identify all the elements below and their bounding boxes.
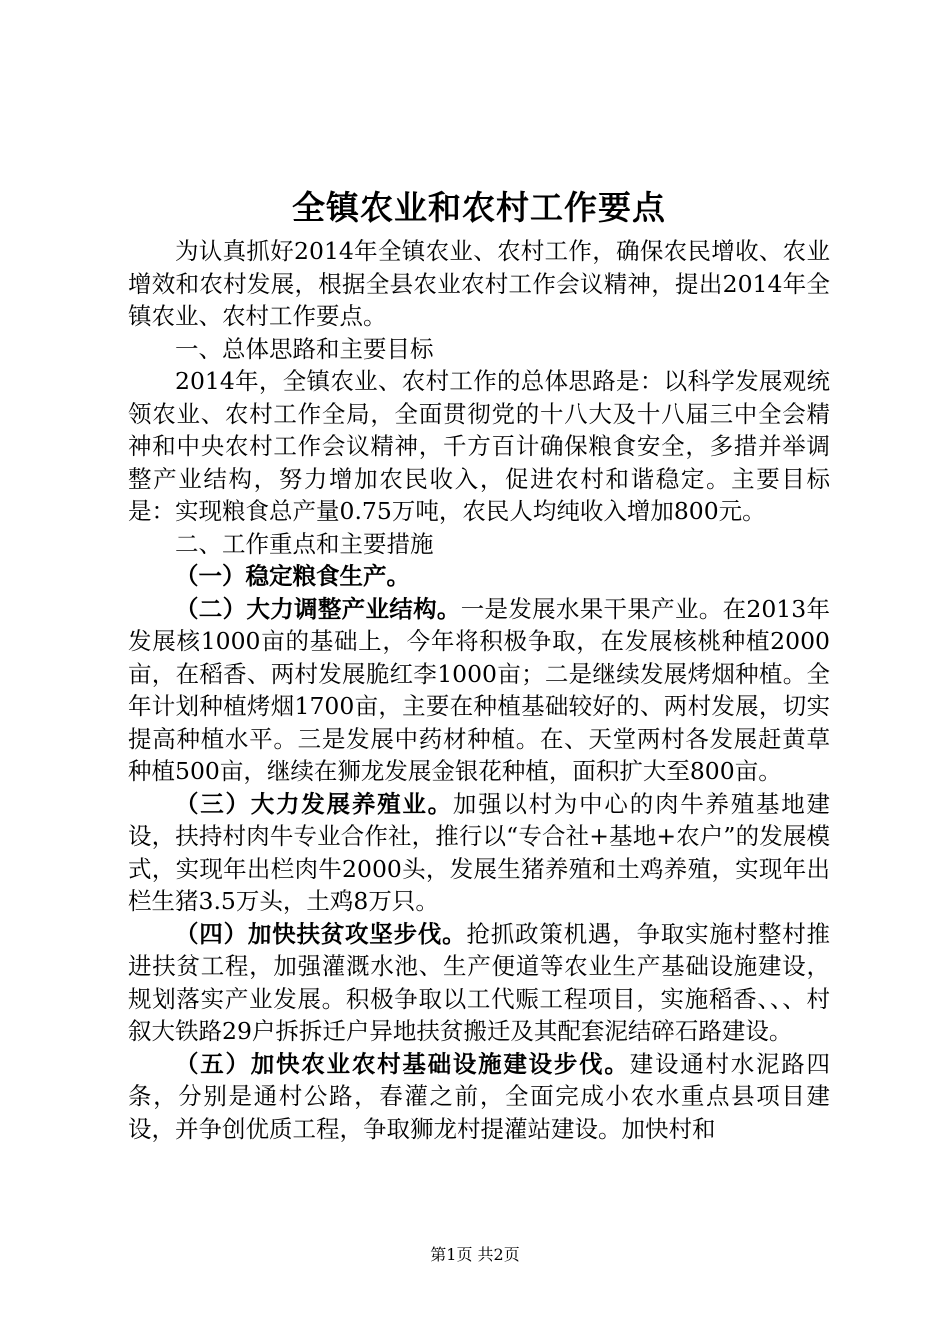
measure-item-1-lead: （一）稳定粮食生产。 [175,562,410,590]
measure-item-2-body: 一是发展水果干果产业。在2013年发展核1000亩的基础上，今年将积极争取，在发展核桃种植2000亩，在稻香、两村发展脆红李1000亩；二是继续发展烤烟种植。全年计划种植烤烟1700亩，主要在种植基础较好的、两村发展，切实提高种植水平。三是发展中药材种植。在、天堂两村各发展赶黄草种植500亩，继续在狮龙发展金银花种植，面积扩大至800亩。 [128,594,831,785]
measure-item-5 [128,1048,830,1146]
document-content [128,183,830,1145]
document-title: 全镇农业和农村工作要点 [292,188,666,227]
measure-item-4-body: 抢抓政策机遇，争取实施村整村推进扶贫工程，加强灌溉水池、生产便道等农业生产基础设施建设，规划落实产业发展。积极争取以工代赈工程项目，实施稻香、、、村叙大铁路29户拆拆迁户异地扶贫搬迁及其配套泥结碎石路建设。 [128,919,831,1045]
intro-paragraph: 为认真抓好2014年全镇农业、农村工作，确保农民增收、农业增效和农村发展，根据全县农业农村工作会议精神，提出2014年全镇农业、农村工作要点。 [128,237,830,330]
measure-item-5-body: 建设通村水泥路四条，分别是通村公路，春灌之前，全面完成小农水重点县项目建设，并争创优质工程，争取狮龙村提灌站建设。加快村和 [128,1049,831,1143]
section-heading-1: 一、总体思路和主要目标 [175,334,434,363]
measure-item-3 [128,788,830,918]
measure-item-3-body: 加强以村为中心的肉牛养殖基地建设，扶持村肉牛专业合作社，推行以“专合社+基地+农户”的发展模式，实现年出栏肉牛2000头，发展生猪养殖和土鸡养殖，实现年出栏生猪3.5万头，土鸡8万只。 [128,789,831,915]
measure-item-5-lead: （五）加快农业农村基础设施建设步伐。 [175,1049,630,1078]
measure-item-1 [128,560,830,593]
section-1-paragraph: 2014年，全镇农业、农村工作的总体思路是：以科学发展观统领农业、农村工作全局，全面贯彻党的十八大及十八届三中全会精神和中央农村工作会议精神，千方百计确保粮食安全，多措并举调整产业结构，努力增加农民收入，促进农村和谐稳定。主要目标是：实现粮食总产量0.75万吨，农民人均纯收入增加800元。 [128,367,830,525]
measure-item-2-lead: （二）大力调整产业结构。 [175,594,461,623]
measure-item-2 [128,593,830,788]
page-footer: 第1页 共2页 [430,1245,520,1264]
measure-item-3-lead: （三）大力发展养殖业。 [175,789,453,818]
measure-item-4 [128,918,830,1048]
measure-item-4-lead: （四）加快扶贫攻坚步伐。 [175,919,467,948]
section-heading-2: 二、工作重点和主要措施 [175,529,434,558]
